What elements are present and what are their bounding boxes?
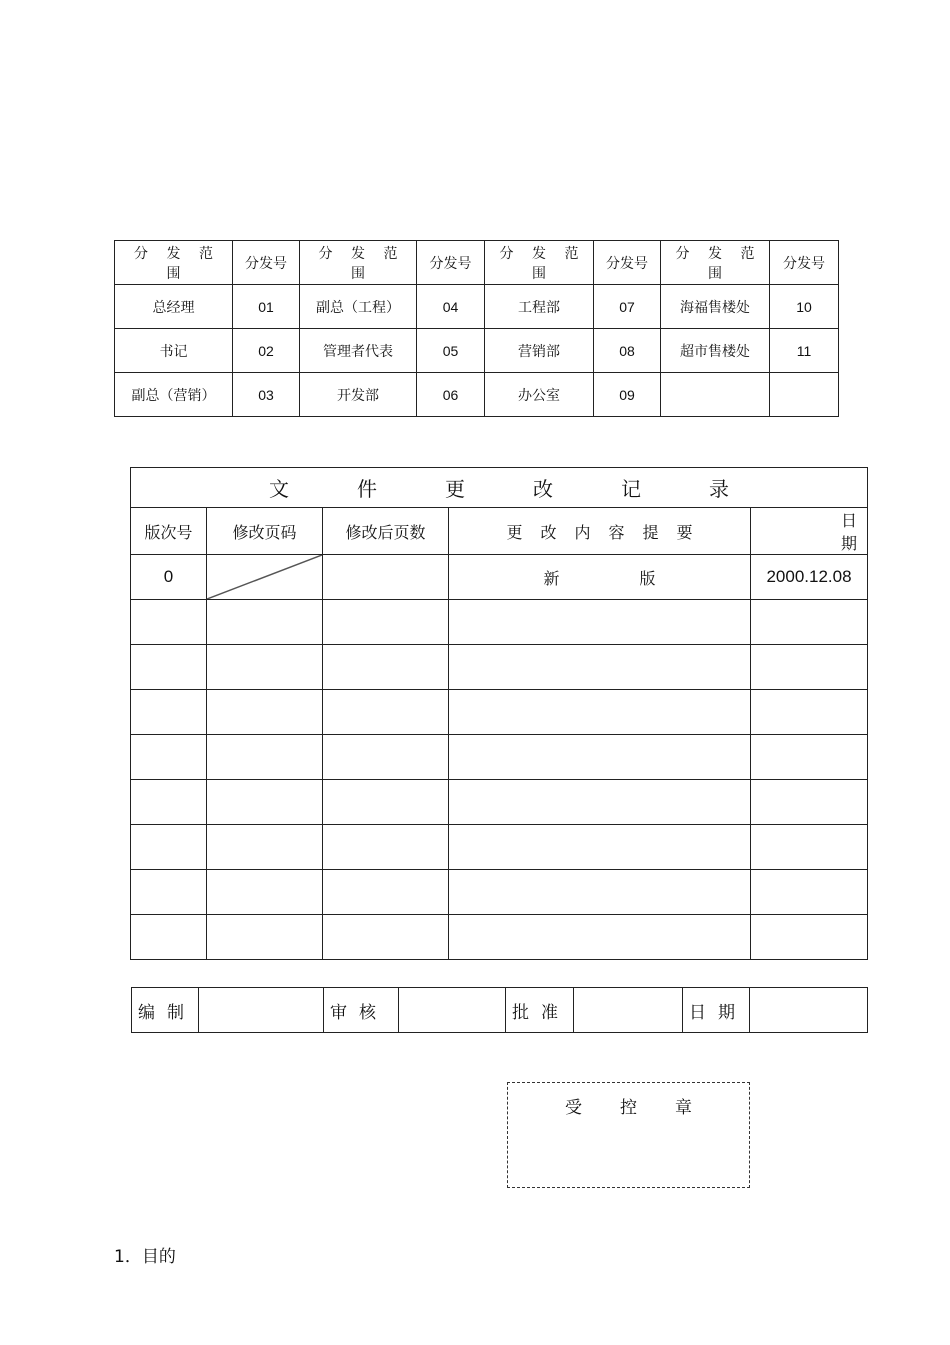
approval-date-value bbox=[750, 988, 868, 1033]
distribution-scope-header: 分 发 范 围 bbox=[115, 241, 233, 285]
distribution-scope-header: 分 发 范 围 bbox=[300, 241, 417, 285]
distribution-recipient: 开发部 bbox=[300, 373, 417, 417]
table-row bbox=[131, 690, 868, 735]
table-row bbox=[115, 373, 839, 417]
date-cell: 2000.12.08 bbox=[751, 555, 868, 600]
distribution-recipient: 副总（营销） bbox=[115, 373, 233, 417]
reviewed-by-label: 审核 bbox=[324, 988, 399, 1033]
version-header: 版次号 bbox=[131, 508, 207, 555]
distribution-number: 02 bbox=[233, 329, 300, 373]
table-row bbox=[131, 735, 868, 780]
pages-after-header: 修改后页数 bbox=[323, 508, 449, 555]
approved-by-value bbox=[574, 988, 683, 1033]
distribution-number: 09 bbox=[594, 373, 661, 417]
table-row bbox=[131, 600, 868, 645]
table-row bbox=[131, 555, 868, 600]
distribution-table bbox=[114, 240, 839, 417]
distribution-number: 05 bbox=[417, 329, 485, 373]
table-row bbox=[131, 825, 868, 870]
table-row bbox=[131, 870, 868, 915]
approval-date-label: 日期 bbox=[683, 988, 750, 1033]
distribution-recipient: 副总（工程） bbox=[300, 285, 417, 329]
table-row bbox=[132, 988, 868, 1033]
distribution-number: 04 bbox=[417, 285, 485, 329]
controlled-stamp-box bbox=[507, 1082, 750, 1188]
summary-cell: 新版 bbox=[449, 555, 751, 600]
distribution-recipient: 超市售楼处 bbox=[661, 329, 770, 373]
pages-changed-cell bbox=[207, 555, 323, 600]
change-record-title-row bbox=[131, 468, 868, 508]
distribution-number: 07 bbox=[594, 285, 661, 329]
summary-header: 更改内容提要 bbox=[449, 508, 751, 555]
distribution-recipient: 海福售楼处 bbox=[661, 285, 770, 329]
approved-by-label: 批准 bbox=[506, 988, 574, 1033]
approval-table bbox=[131, 987, 868, 1033]
distribution-recipient: 营销部 bbox=[485, 329, 594, 373]
distribution-number: 03 bbox=[233, 373, 300, 417]
controlled-stamp-label: 受控章 bbox=[565, 1098, 730, 1118]
table-row bbox=[115, 285, 839, 329]
distribution-recipient: 管理者代表 bbox=[300, 329, 417, 373]
distribution-number-header: 分发号 bbox=[770, 241, 839, 285]
table-row bbox=[131, 915, 868, 960]
distribution-number-header: 分发号 bbox=[417, 241, 485, 285]
distribution-number: 06 bbox=[417, 373, 485, 417]
reviewed-by-value bbox=[399, 988, 506, 1033]
distribution-number-header: 分发号 bbox=[233, 241, 300, 285]
distribution-number: 01 bbox=[233, 285, 300, 329]
distribution-recipient: 工程部 bbox=[485, 285, 594, 329]
table-row bbox=[131, 780, 868, 825]
change-record-title: 文件更改记录 bbox=[131, 468, 868, 508]
pages-changed-header: 修改页码 bbox=[207, 508, 323, 555]
distribution-number-header: 分发号 bbox=[594, 241, 661, 285]
prepared-by-value bbox=[199, 988, 324, 1033]
pages-after-cell bbox=[323, 555, 449, 600]
distribution-scope-header: 分 发 范 围 bbox=[485, 241, 594, 285]
version-cell: 0 bbox=[131, 555, 207, 600]
date-header: 日期 bbox=[751, 508, 868, 555]
distribution-number: 08 bbox=[594, 329, 661, 373]
table-row bbox=[131, 645, 868, 690]
section-heading: 1．目的 bbox=[114, 1247, 176, 1267]
distribution-recipient bbox=[661, 373, 770, 417]
diagonal-line bbox=[207, 555, 322, 599]
table-row bbox=[115, 329, 839, 373]
distribution-recipient: 办公室 bbox=[485, 373, 594, 417]
distribution-number: 11 bbox=[770, 329, 839, 373]
change-record-header-row bbox=[131, 508, 868, 555]
distribution-scope-header: 分 发 范 围 bbox=[661, 241, 770, 285]
distribution-number: 10 bbox=[770, 285, 839, 329]
distribution-header-row bbox=[115, 241, 839, 285]
distribution-recipient: 总经理 bbox=[115, 285, 233, 329]
distribution-recipient: 书记 bbox=[115, 329, 233, 373]
change-record-table bbox=[130, 467, 948, 960]
distribution-number bbox=[770, 373, 839, 417]
prepared-by-label: 编制 bbox=[132, 988, 199, 1033]
